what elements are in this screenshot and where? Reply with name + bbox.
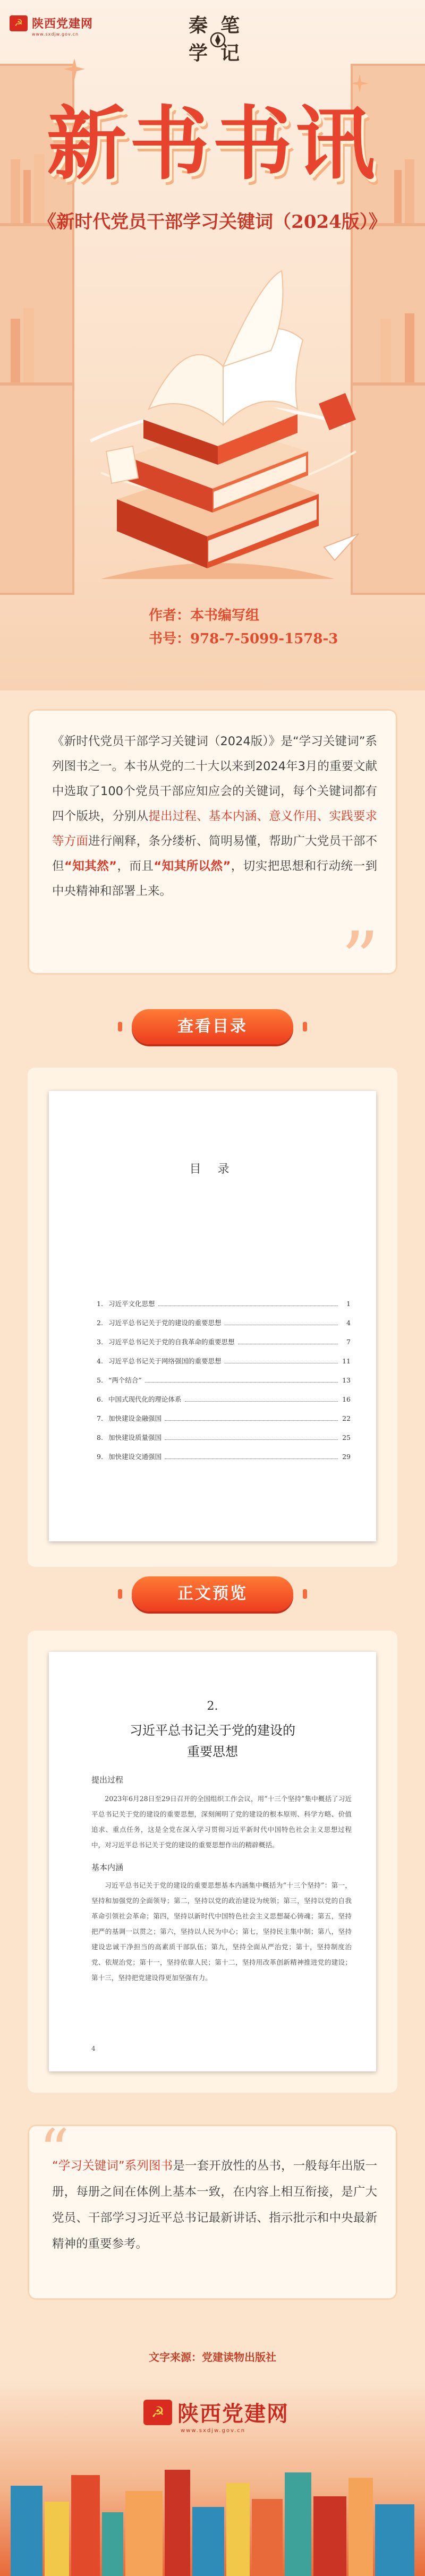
intro-highlight: “知其然” xyxy=(64,859,117,873)
toc-item-number: 4. xyxy=(97,1357,103,1365)
quote-mark-icon: “ xyxy=(39,2117,70,2185)
toc-item-page: 1 xyxy=(346,1299,351,1308)
toc-item-number: 3. xyxy=(97,1337,103,1346)
book-spine-decoration xyxy=(11,2486,42,2576)
section-body: 习近平总书记关于党的建设的重要思想基本内涵集中概括为“十三个坚持”：第一，坚持和加强党的全面领导；第二，坚持以党的政治建设为统领；第三，坚持以党的自我革命引领社会革命；第四，坚持以新时代中国特色社会主义思想凝心铸魂；第五，坚持把严的基调一以贯之；第六，坚持以人民为中心；第七，坚持民主集中制；第八，坚持建设忠诚干净担当的高素质干部队伍；第九，坚持全面从严治党；第十，坚持制度治党、依规治党；第十一，坚持依靠人民；第十二，坚持用改革创新精神推进党的建设；第十三，坚持把党建设得更加坚强有力。 xyxy=(91,1881,352,1982)
toc-item[interactable] xyxy=(97,1355,351,1366)
pen-nib-icon xyxy=(209,31,227,49)
isbn-line: 书号：978-7-5099-1578-3 xyxy=(149,631,338,647)
footer-brand-name: 陕西党建网 xyxy=(177,2402,289,2426)
chapter-title: 习近平总书记关于党的建设的重要思想 xyxy=(130,1723,295,1759)
toc-item-leader xyxy=(145,1377,338,1383)
toc-item-leader xyxy=(185,1396,338,1402)
column-logo-char: 记 xyxy=(220,42,240,64)
hero-banner xyxy=(0,0,425,690)
book-title: 《新时代党员干部学习关键词（2024版）》 xyxy=(38,211,387,233)
toc-item-number: 1. xyxy=(97,1299,103,1308)
book-spine-decoration xyxy=(252,2499,283,2576)
view-toc-button[interactable]: 查看目录 xyxy=(132,1009,293,1044)
column-logo-char: 学 xyxy=(189,42,208,64)
column-logo-char: 笔 xyxy=(220,14,240,37)
intro-highlight: “知其所以然” xyxy=(154,859,231,873)
toc-item[interactable] xyxy=(97,1317,351,1328)
toc-item[interactable] xyxy=(97,1336,351,1347)
intro-text: 进行阐释，条分缕析、简明易懂，帮助广大党员干部不但 xyxy=(52,834,377,873)
quote-mark-icon: ” xyxy=(341,916,379,1003)
intro-text: ，而且 xyxy=(116,859,154,873)
brand-name: 陕西党建网 xyxy=(32,18,94,31)
toc-item-title: 习近平总书记关于党的建设的重要思想 xyxy=(108,1319,222,1327)
author-line: 作者：本书编写组 xyxy=(149,608,260,624)
toc-item-title: “两个结合” xyxy=(108,1376,142,1384)
column-logo-char: 秦 xyxy=(189,14,208,37)
toc-item-page: 29 xyxy=(342,1452,351,1461)
toc-item-number: 5. xyxy=(97,1376,103,1384)
toc-item-page: 22 xyxy=(342,1414,351,1422)
book-spine-decoration xyxy=(313,2496,346,2576)
closing-highlight: “学习关键词”系列图书 xyxy=(52,2159,173,2173)
footer-brand-url: www.sxdjw.gov.cn xyxy=(181,2428,246,2434)
toc-item-title: 加快建设质量强国 xyxy=(108,1434,162,1441)
toc-item-page: 4 xyxy=(346,1318,351,1327)
toc-item-page: 7 xyxy=(346,1337,351,1346)
book-spine-decoration xyxy=(165,2470,190,2576)
toc-item[interactable] xyxy=(97,1298,351,1309)
intro-highlight: 提出过程、基本内涵、意义作用、实践要求等方面 xyxy=(52,809,377,848)
toc-item[interactable] xyxy=(97,1375,351,1385)
book-stack-illustration xyxy=(69,250,367,590)
toc-item-page: 13 xyxy=(342,1376,351,1384)
book-spine-decoration xyxy=(45,2502,69,2576)
sparkle-icon xyxy=(64,58,85,80)
toc-item-title: 习近平总书记关于网络强国的重要思想 xyxy=(108,1357,222,1365)
closing-text: 是一套开放性的丛书，一般每年出版一册，每册之间在体例上基本一致，在内容上相互衔接，是广大党员、干部学习习近平总书记最新讲话、指示批示和中央最新精神的重要参考。 xyxy=(52,2159,377,2251)
book-spine-decoration xyxy=(102,2512,123,2576)
toc-item-number: 2. xyxy=(97,1318,103,1327)
toc-item-number: 8. xyxy=(97,1433,103,1441)
toc-item-title: 加快建设金融强国 xyxy=(108,1414,162,1422)
toc-item[interactable] xyxy=(97,1451,351,1462)
book-spine-decoration xyxy=(285,2472,311,2576)
intro-text: 《新时代党员干部学习关键词（2024版）》是“学习关键词”系列图书之一。本书从党的二十大以来到2024年3月的重要文献中选取了100个党员干部应知应会的关键词，每个关键词都有四个版块，分别从 xyxy=(52,735,377,823)
party-emblem-icon: ☭ xyxy=(143,2400,172,2425)
book-spine-decoration xyxy=(375,2504,414,2576)
toc-item-number: 7. xyxy=(97,1414,103,1422)
book-spine-decoration xyxy=(192,2507,224,2576)
page-number: 4 xyxy=(91,2045,96,2052)
toc-item[interactable] xyxy=(97,1394,351,1404)
book-spine-decoration xyxy=(348,2478,373,2576)
toc-item-page: 11 xyxy=(342,1357,351,1365)
section-body: 2023年6月28日至29日召开的全国组织工作会议，用“十三个坚持”集中概括了习近平总书记关于党的建设的重要思想，深刻阐明了党的建设的根本原则、科学方略、价值追求、重点任务，这是全党在深入学习贯彻习近平新时代中国特色社会主义思想过程中，对习近平总书记关于党的建设的重要思想作出的精辟概括。 xyxy=(91,1795,352,1849)
book-spine-decoration xyxy=(71,2475,100,2576)
source-credit: 文字来源：党建读物出版社 xyxy=(149,2351,276,2364)
closing-paragraph xyxy=(52,2153,377,2257)
content-page xyxy=(49,1652,376,2071)
toc-preview-frame xyxy=(28,1068,397,1567)
toc-item-leader xyxy=(225,1320,338,1325)
book-spine-decoration xyxy=(125,2491,163,2576)
brand-logo xyxy=(10,15,93,31)
toc-item-number: 9. xyxy=(97,1452,103,1461)
column-logo xyxy=(189,11,263,69)
section-heading: 基本内涵 xyxy=(91,1863,124,1872)
toc-item-title: 中国式现代化的理论体系 xyxy=(108,1395,182,1403)
intro-card xyxy=(28,709,397,1003)
toc-item-title: 加快建设交通强国 xyxy=(108,1453,162,1461)
toc-title: 目 录 xyxy=(189,1163,236,1176)
toc-item-title: 习近平文化思想 xyxy=(108,1300,155,1308)
book-spine-decoration xyxy=(226,2483,250,2576)
toc-item-leader xyxy=(225,1358,338,1363)
view-preview-button[interactable]: 正文预览 xyxy=(132,1576,293,1611)
toc-item-number: 6. xyxy=(97,1395,103,1403)
chapter-number: 2. xyxy=(207,1700,218,1713)
toc-item[interactable] xyxy=(97,1432,351,1443)
toc-item-leader xyxy=(165,1415,338,1421)
intro-paragraph xyxy=(52,729,377,904)
toc-item-title: 习近平总书记关于党的自我革命的重要思想 xyxy=(108,1338,235,1346)
footer xyxy=(0,2382,425,2576)
brand-url: www.sxdjw.gov.cn xyxy=(32,32,79,37)
party-emblem-icon: ☭ xyxy=(10,15,28,31)
toc-item-leader xyxy=(158,1301,338,1306)
section-heading: 提出过程 xyxy=(91,1775,124,1785)
toc-item-page: 25 xyxy=(342,1433,351,1441)
toc-item-leader xyxy=(165,1435,338,1440)
toc-page xyxy=(49,1091,376,1541)
toc-item-leader xyxy=(165,1454,338,1459)
headline: 新书书讯 xyxy=(46,97,378,191)
toc-item-leader xyxy=(238,1339,338,1344)
toc-item[interactable] xyxy=(97,1413,351,1423)
closing-card xyxy=(28,2117,397,2300)
intro-text: ，切实把思想和行动统一到中央精神和部署上来。 xyxy=(52,859,377,898)
content-preview-frame xyxy=(28,1631,397,2093)
footer-logo xyxy=(143,2397,289,2427)
toc-item-page: 16 xyxy=(342,1395,351,1403)
